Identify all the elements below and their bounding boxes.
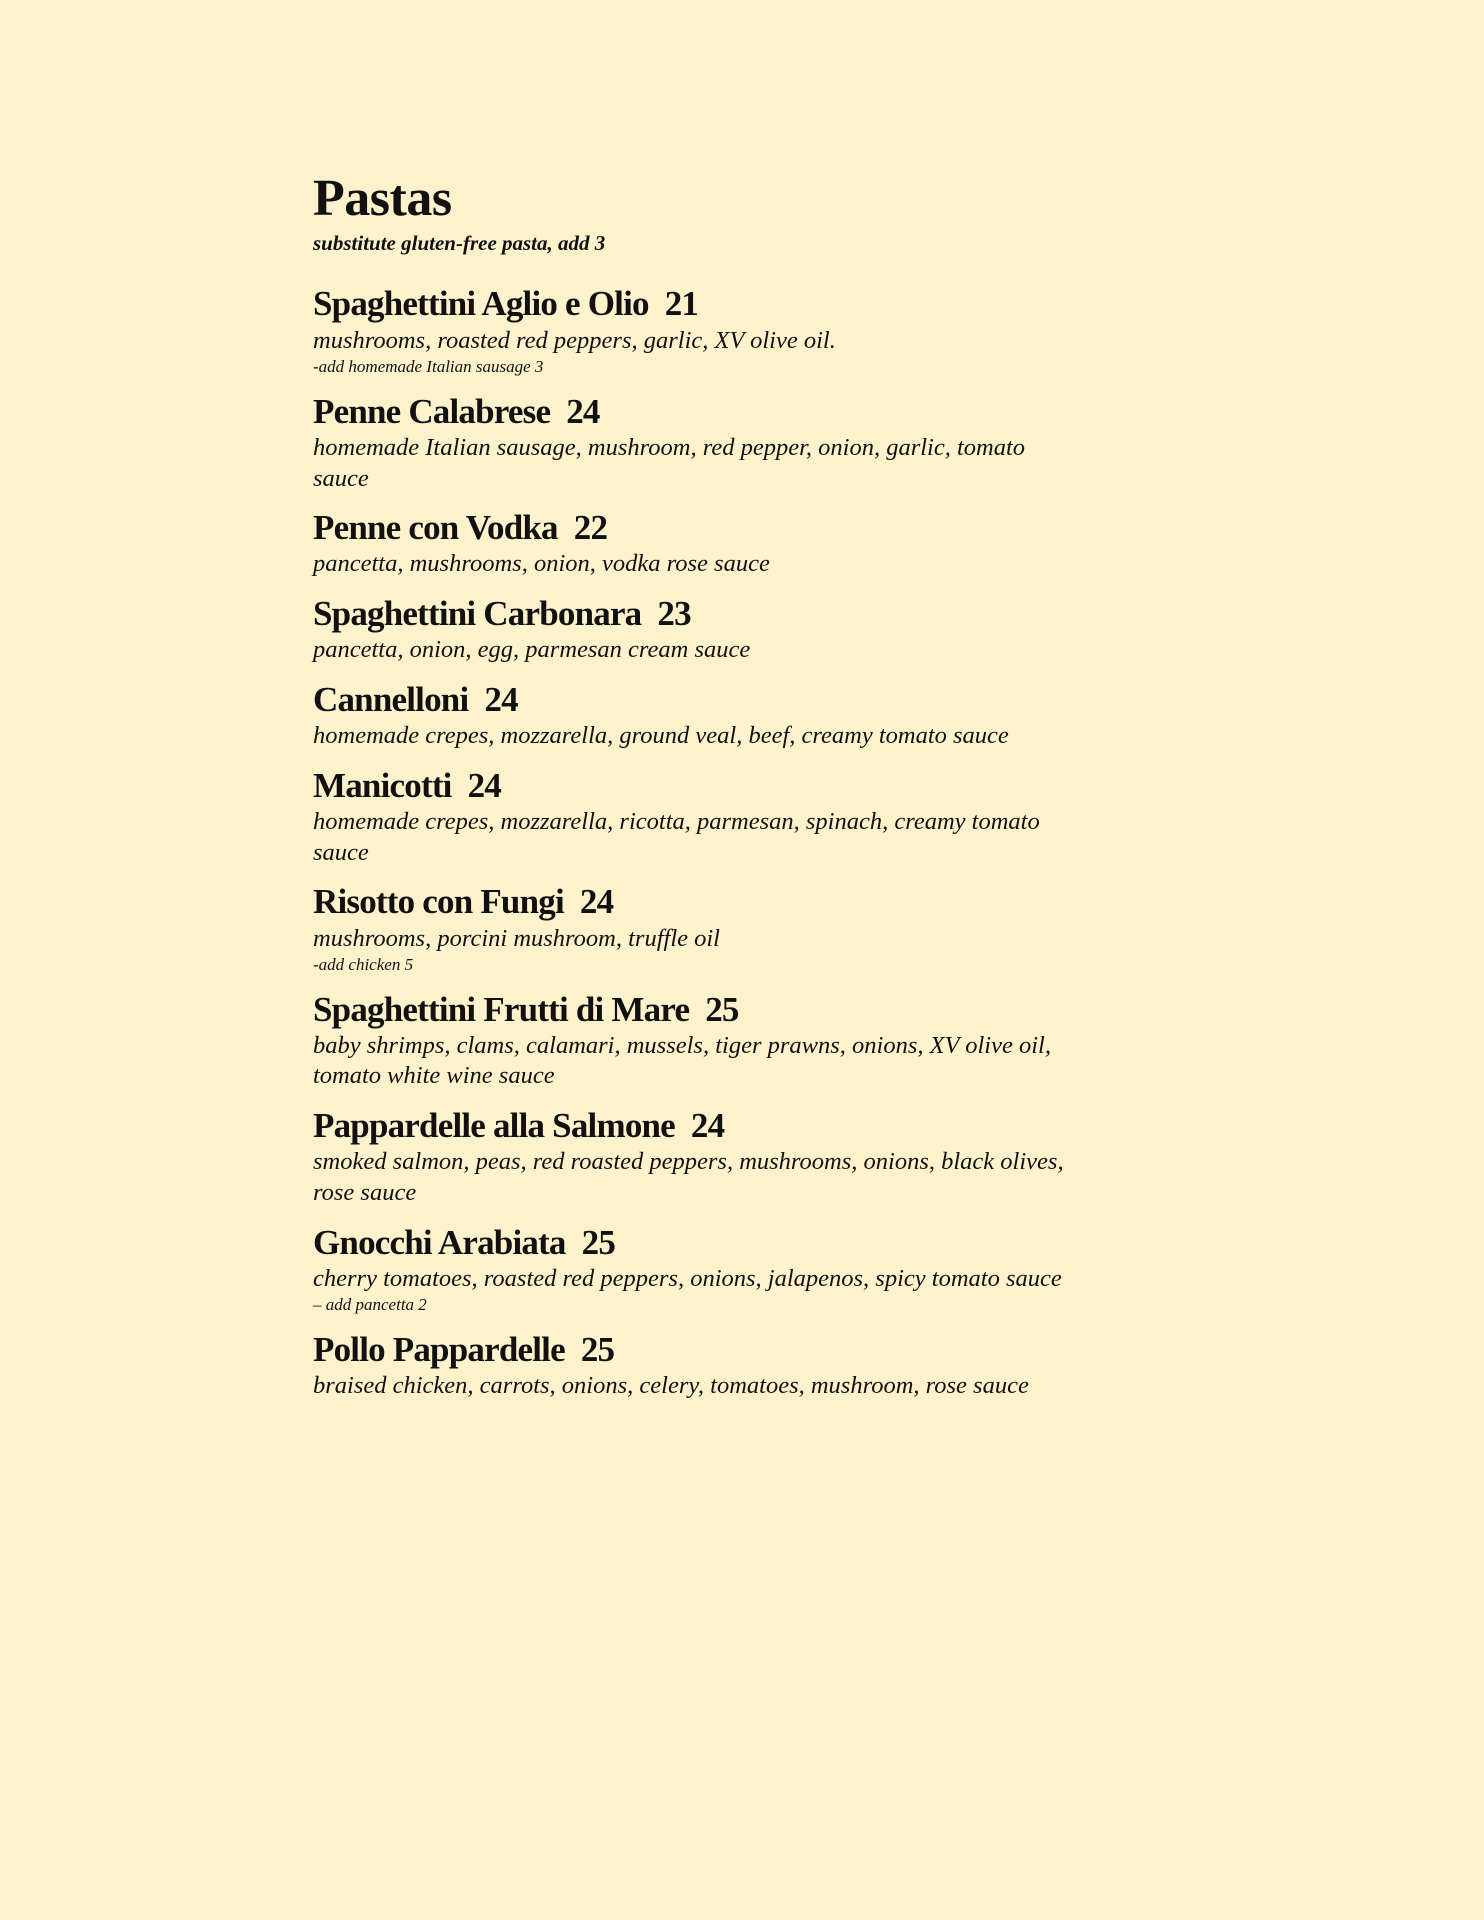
item-price: 23 (657, 594, 691, 634)
item-heading (313, 882, 1073, 922)
item-description: mushrooms, roasted red peppers, garlic, XV olive oil. (313, 326, 836, 354)
item-name: Spaghettini Carbonara (313, 594, 642, 634)
menu-item (313, 392, 1073, 495)
item-heading (313, 1223, 1073, 1263)
item-name: Pollo Pappardelle (313, 1329, 565, 1369)
item-price: 25 (580, 1329, 615, 1369)
item-description: pancetta, mushrooms, onion, vodka rose sauce (313, 550, 770, 578)
item-heading (313, 766, 1073, 806)
menu-item (313, 284, 1073, 377)
item-heading (313, 1330, 1073, 1370)
item-name: Risotto con Fungi (313, 882, 564, 922)
item-price: 22 (573, 508, 608, 548)
item-name: Gnocchi Arabiata (313, 1222, 566, 1262)
item-heading (313, 392, 1073, 432)
item-description: pancetta, onion, egg, parmesan cream sauce (313, 636, 751, 664)
item-heading (313, 990, 1073, 1030)
item-description: cherry tomatoes, roasted red peppers, onions, jalapenos, spicy tomato sauce (313, 1264, 1062, 1292)
section-note: substitute gluten-free pasta, add 3 (313, 231, 606, 256)
menu-item (313, 680, 1073, 752)
item-name: Penne con Vodka (313, 508, 558, 548)
item-description: homemade crepes, mozzarella, ground veal, beef, creamy tomato sauce (313, 722, 1009, 750)
menu-item (313, 882, 1073, 975)
section-title: Pastas (313, 170, 452, 227)
item-addon: -add homemade Italian sausage 3 (313, 357, 544, 377)
item-description: homemade Italian sausage, mushroom, red pepper, onion, garlic, tomato sauce (313, 433, 1026, 492)
item-description: homemade crepes, mozzarella, ricotta, parmesan, spinach, creamy tomato sauce (313, 808, 1040, 866)
menu-item (313, 1106, 1073, 1209)
item-description: baby shrimps, clams, calamari, mussels, tiger prawns, onions, XV olive oil, tomato white wine sauce (313, 1031, 1051, 1090)
item-description: mushrooms, porcini mushroom, truffle oil (313, 924, 720, 952)
item-heading (313, 594, 1073, 634)
pasta-menu (313, 170, 1073, 1416)
item-price: 24 (566, 391, 600, 431)
item-name: Pappardelle alla Salmone (313, 1106, 675, 1146)
menu-item (313, 766, 1073, 869)
menu-item (313, 508, 1073, 580)
item-name: Manicotti (313, 765, 452, 805)
item-price: 24 (484, 679, 518, 719)
item-heading (313, 1106, 1073, 1146)
item-addon: -add chicken 5 (313, 955, 414, 975)
item-name: Penne Calabrese (313, 391, 551, 431)
item-heading (313, 508, 1073, 548)
item-price: 24 (579, 882, 614, 922)
item-description: braised chicken, carrots, onions, celery, tomatoes, mushroom, rose sauce (313, 1372, 1029, 1400)
item-name: Cannelloni (313, 679, 469, 719)
item-price: 25 (705, 989, 739, 1029)
item-price: 21 (664, 284, 699, 324)
item-addon: – add pancetta 2 (313, 1295, 427, 1315)
item-price: 24 (690, 1106, 725, 1146)
item-price: 24 (467, 765, 501, 805)
menu-item (313, 594, 1073, 666)
item-price: 25 (581, 1222, 616, 1262)
menu-item (313, 990, 1073, 1093)
item-heading (313, 680, 1073, 720)
item-name: Spaghettini Frutti di Mare (313, 989, 690, 1029)
menu-items (313, 284, 1073, 1401)
item-name: Spaghettini Aglio e Olio (313, 284, 649, 324)
menu-item (313, 1223, 1073, 1316)
menu-item (313, 1330, 1073, 1402)
item-description: smoked salmon, peas, red roasted peppers, mushrooms, onions, black olives, rose sauce (313, 1148, 1064, 1206)
item-heading (313, 284, 1073, 324)
